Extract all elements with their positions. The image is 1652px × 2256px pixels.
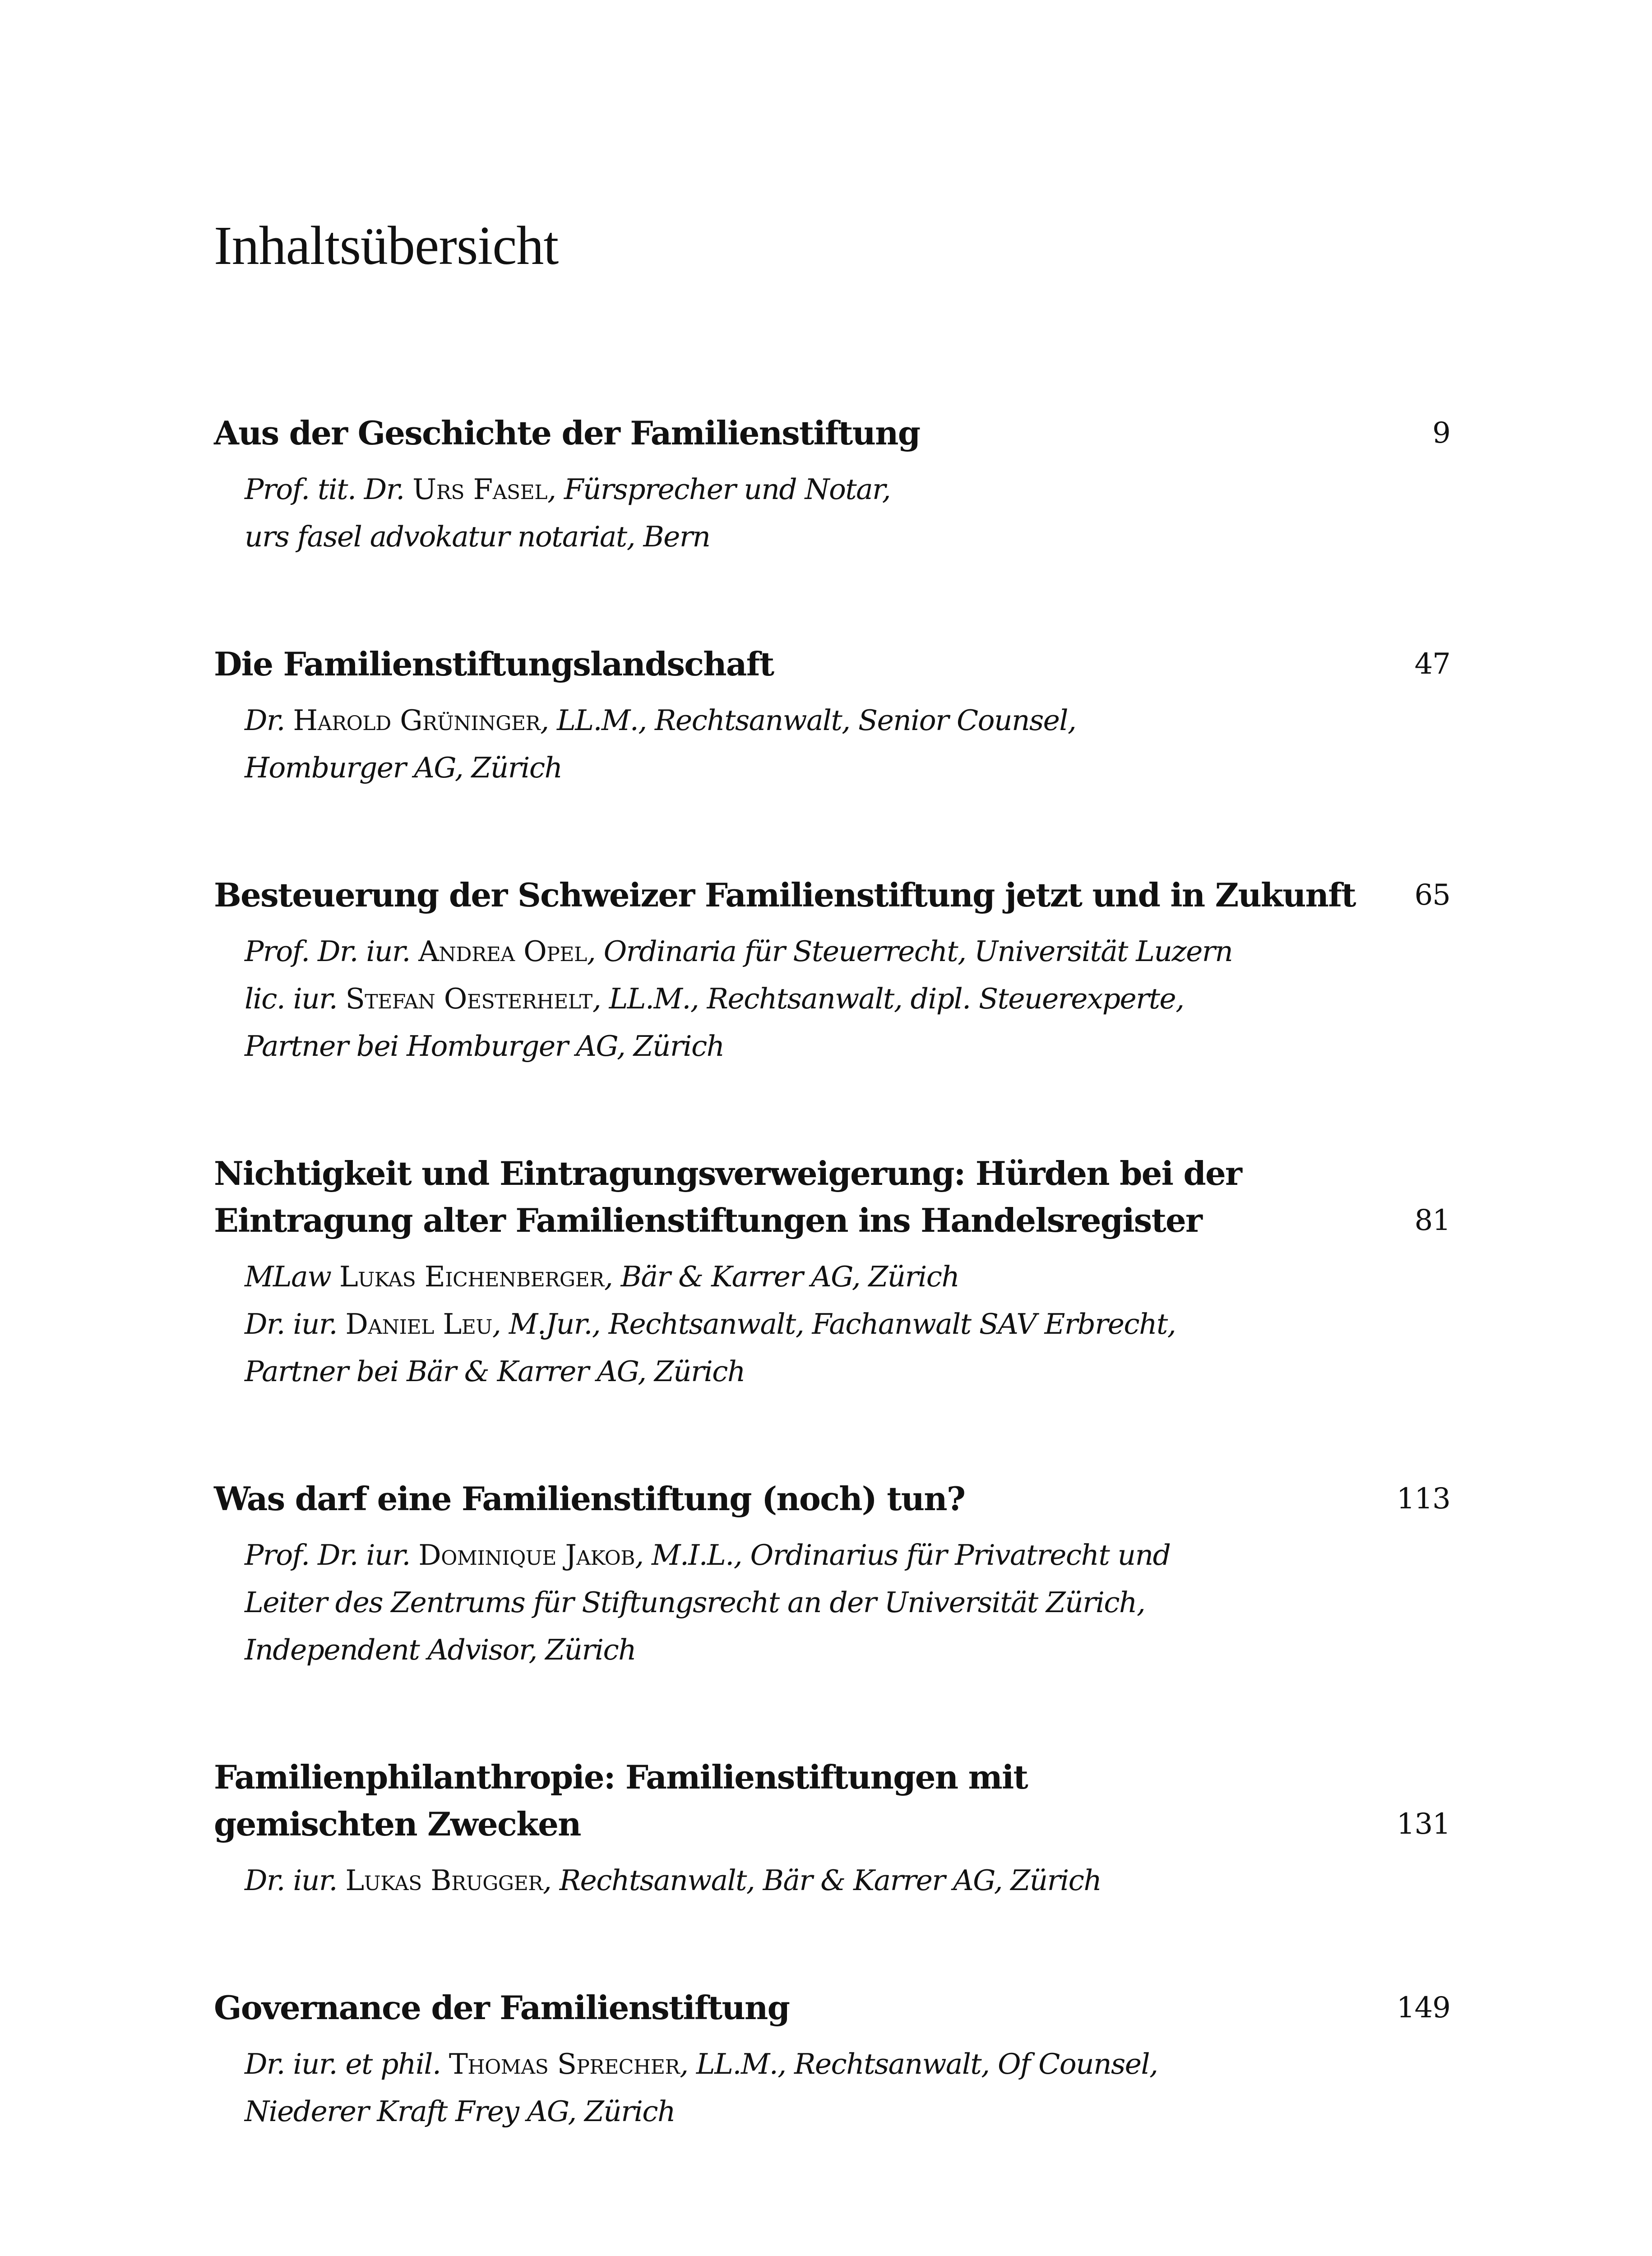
author-name: Lukas Eichenberger	[339, 1260, 604, 1293]
toc-entry-authors	[214, 1253, 1450, 1395]
author-text: , LL.M., Rechtsanwalt, dipl. Steuerexperte,	[592, 982, 1184, 1015]
toc-entry-title-line: Besteuerung der Schweizer Familienstiftung jetzt und in Zukunft	[214, 876, 1356, 914]
author-name: Lukas Brugger	[345, 1864, 543, 1897]
toc-entry-title-row	[214, 872, 1450, 919]
author-line	[245, 975, 1450, 1022]
toc-entry-title[interactable]	[214, 1754, 1027, 1848]
toc-entry[interactable]	[214, 1984, 1450, 2135]
toc-page-number[interactable]: 113	[1396, 1482, 1450, 1516]
toc-page-number[interactable]: 65	[1414, 878, 1450, 912]
toc-entry-authors	[214, 697, 1450, 791]
toc-page	[214, 212, 1450, 2135]
author-text: Prof. Dr. iur.	[245, 1539, 419, 1572]
author-text: Dr. iur.	[245, 1864, 346, 1897]
author-name: Dominique Jakob	[418, 1539, 635, 1572]
author-line	[245, 466, 1450, 513]
author-name: Andrea Opel	[418, 935, 587, 968]
toc-entry-authors	[214, 2040, 1450, 2135]
author-line	[245, 2040, 1450, 2088]
author-text: Partner bei Bär & Karrer AG, Zürich	[245, 1355, 745, 1388]
toc-entry-title[interactable]	[214, 1984, 789, 2031]
toc-entry-title-line: Familienphilanthropie: Familienstiftungen mit	[214, 1758, 1027, 1796]
author-text: lic. iur.	[245, 982, 346, 1015]
toc-entry-title[interactable]	[214, 1150, 1241, 1244]
author-text: Prof. Dr. iur.	[245, 935, 419, 968]
toc-entry[interactable]	[214, 1754, 1450, 1904]
toc-entry-title-line: Was darf eine Familienstiftung (noch) tun?	[214, 1479, 965, 1518]
toc-page-number[interactable]: 81	[1414, 1204, 1450, 1237]
toc-entry-title[interactable]	[214, 410, 920, 457]
toc-entry-title-line: Die Familienstiftungslandschaft	[214, 645, 774, 683]
author-line	[245, 1253, 1450, 1300]
toc-entry-title-line: Eintragung alter Familienstiftungen ins Handelsregister	[214, 1201, 1202, 1239]
toc-entry-title-row	[214, 1475, 1450, 1522]
author-text: , LL.M., Rechtsanwalt, Of Counsel,	[680, 2048, 1158, 2080]
toc-entry-title-row	[214, 1754, 1450, 1848]
toc-entry[interactable]	[214, 410, 1450, 560]
toc-entry-authors	[214, 928, 1450, 1070]
author-text: , LL.M., Rechtsanwalt, Senior Counsel,	[540, 704, 1076, 737]
toc-entry-title-line: gemischten Zwecken	[214, 1805, 581, 1843]
toc-entry-title-row	[214, 1150, 1450, 1244]
author-text: Prof. tit. Dr.	[245, 473, 413, 506]
toc-entry[interactable]	[214, 1150, 1450, 1395]
toc-page-number[interactable]: 131	[1396, 1808, 1450, 1841]
toc-entry-authors	[214, 466, 1450, 560]
toc-entry[interactable]	[214, 641, 1450, 791]
author-text: , Rechtsanwalt, Bär & Karrer AG, Zürich	[542, 1864, 1101, 1897]
author-text: , Ordinaria für Steuerrecht, Universität Luzern	[587, 935, 1233, 968]
toc-entry-title-row	[214, 1984, 1450, 2031]
toc-entry-title-line: Aus der Geschichte der Familienstiftung	[214, 414, 920, 452]
toc-page-number[interactable]: 47	[1414, 647, 1450, 681]
author-line	[245, 1348, 1450, 1395]
author-text: Leiter des Zentrums für Stiftungsrecht an der Universität Zürich,	[245, 1586, 1145, 1619]
author-line	[245, 513, 1450, 560]
toc-page-number[interactable]: 149	[1396, 1991, 1450, 2025]
author-text: Dr. iur.	[245, 1308, 346, 1341]
toc-entry-title[interactable]	[214, 872, 1356, 919]
author-text: Dr.	[245, 704, 293, 737]
author-line	[245, 1626, 1450, 1674]
author-line	[245, 928, 1450, 975]
author-line	[245, 697, 1450, 744]
author-line	[245, 1022, 1450, 1070]
toc-entry[interactable]	[214, 872, 1450, 1070]
author-text: , Bär & Karrer AG, Zürich	[604, 1260, 959, 1293]
author-text: Niederer Kraft Frey AG, Zürich	[245, 2095, 675, 2128]
toc-entry-title-row	[214, 641, 1450, 688]
toc-entry-title-line: Nichtigkeit und Eintragungsverweigerung: Hürden bei der	[214, 1154, 1242, 1193]
author-name: Daniel Leu	[345, 1308, 492, 1341]
author-name: Thomas Sprecher	[449, 2048, 680, 2080]
author-line	[245, 1531, 1450, 1579]
author-text: Homburger AG, Zürich	[245, 751, 562, 784]
author-text: MLaw	[245, 1260, 339, 1293]
toc-entry-authors	[214, 1857, 1450, 1904]
author-line	[245, 1579, 1450, 1626]
toc-entry-authors	[214, 1531, 1450, 1674]
toc-entry-title[interactable]	[214, 1475, 965, 1522]
author-name: Urs Fasel	[412, 473, 548, 506]
author-text: , M.Jur., Rechtsanwalt, Fachanwalt SAV Erbrecht,	[492, 1308, 1176, 1341]
toc-entry-title-line: Governance der Familienstiftung	[214, 1988, 790, 2027]
author-text: , M.I.L., Ordinarius für Privatrecht und	[635, 1539, 1171, 1572]
author-line	[245, 1857, 1450, 1904]
author-text: Independent Advisor, Zürich	[245, 1633, 636, 1666]
author-text: , Fürsprecher und Notar,	[547, 473, 891, 506]
author-text: Dr. iur. et phil.	[245, 2048, 449, 2080]
page-title: Inhaltsübersicht	[214, 215, 559, 276]
author-line	[245, 744, 1450, 791]
author-name: Harold Grüninger	[293, 704, 541, 737]
toc-entry-title-row	[214, 410, 1450, 457]
toc-page-number[interactable]: 9	[1432, 416, 1450, 450]
author-line	[245, 2088, 1450, 2135]
author-text: urs fasel advokatur notariat, Bern	[245, 520, 710, 553]
toc-entry-title[interactable]	[214, 641, 773, 688]
toc-list	[214, 410, 1450, 2135]
author-line	[245, 1300, 1450, 1348]
toc-entry[interactable]	[214, 1475, 1450, 1674]
author-name: Stefan Oesterhelt	[345, 982, 592, 1015]
author-text: Partner bei Homburger AG, Zürich	[245, 1030, 724, 1063]
